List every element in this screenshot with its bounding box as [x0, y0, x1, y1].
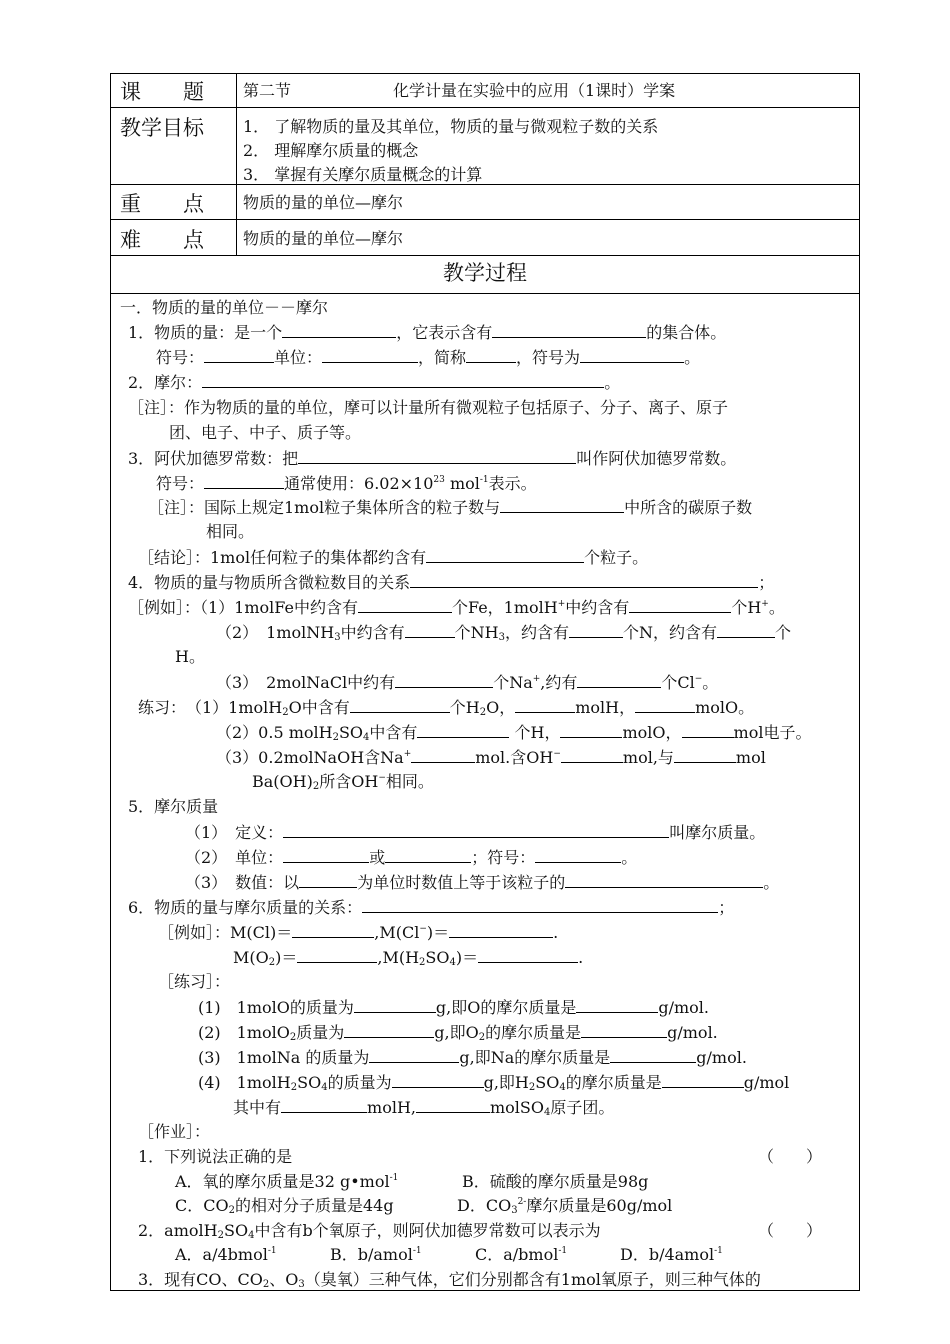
option-line: D．$CO_3^{2-}$摩尔质量是60g/mol — [457, 1196, 673, 1216]
blank[interactable] — [281, 1097, 367, 1113]
content-line: 团、电子、中子、质子等。 — [169, 423, 362, 442]
blank[interactable] — [369, 1047, 459, 1063]
content-line: 其中有 molH, molSO$_4$原子团。 — [233, 1098, 615, 1118]
blank[interactable] — [358, 597, 452, 613]
blank[interactable] — [466, 347, 516, 363]
option-line: A．氧的摩尔质量是32 g•mol$^{-1}$ — [175, 1172, 399, 1191]
content-line: 相同。 — [206, 522, 255, 541]
blank[interactable] — [515, 697, 575, 713]
blank[interactable] — [410, 572, 758, 588]
key-point-value: 物质的量的单位—摩尔 — [243, 193, 404, 212]
topic-label: 课 题 — [120, 80, 204, 104]
answer-bracket[interactable]: （ ） — [758, 1221, 823, 1240]
option-line: B．硫酸的摩尔质量是98g — [462, 1172, 649, 1191]
content-line: ［作业］： — [138, 1122, 211, 1141]
content-line: H。 — [175, 647, 205, 666]
blank[interactable] — [385, 847, 471, 863]
blank[interactable] — [344, 1022, 434, 1038]
question-3: 3．现有CO、$CO_2$、$O_3$（臭氧）三种气体，它们分别都含有1mol氧原子，则三种气体的 — [138, 1270, 761, 1290]
blank[interactable] — [299, 872, 357, 888]
content-line: 5．摩尔质量 — [128, 797, 219, 816]
content-line: （2） 1molNH$_3$中约含有 个$NH_3$，约含有 个N，约含有 个 — [216, 623, 792, 643]
blank[interactable] — [560, 722, 622, 738]
blank[interactable] — [395, 672, 493, 688]
blank[interactable] — [569, 622, 623, 638]
content-line: $M(O_2)= ,M(H_2SO_4)=$ . — [233, 948, 584, 968]
content-line: ［练习］： — [158, 972, 231, 991]
blank[interactable] — [535, 847, 621, 863]
blank[interactable] — [283, 822, 669, 838]
content-line: （2） 单位： 或 ；符号： 。 — [185, 848, 638, 867]
blank[interactable] — [662, 1072, 744, 1088]
goal-item: 3． 掌握有关摩尔质量概念的计算 — [243, 165, 483, 184]
blank[interactable] — [577, 672, 661, 688]
blank[interactable] — [204, 347, 274, 363]
blank[interactable] — [674, 747, 736, 763]
content-line: $Ba(OH)_2$所含OH−相同。 — [252, 772, 434, 792]
content-line: (2) 1molO$_2$质量为 g,即$O_2$的摩尔质量是 g/mol. — [198, 1023, 718, 1043]
content-line: （3）0.2molNaOH含Na+ mol.含OH− mol,与 mol — [216, 748, 766, 767]
blank[interactable] — [354, 997, 436, 1013]
content-line: 3．阿伏加德罗常数：把 叫作阿伏加德罗常数。 — [128, 449, 737, 468]
section-heading: 一．物质的量的单位－－摩尔 — [120, 298, 329, 317]
row-divider — [110, 184, 860, 185]
content-line: ［结论］：1mol任何粒子的集体都约含有 个粒子。 — [138, 548, 649, 567]
content-line: 练习： （1）1molH$_2$O中含有 个$H_2O$， molH， molO。 — [138, 698, 755, 718]
content-line: (1) 1molO的质量为 g,即O的摩尔质量是 g/mol. — [198, 998, 709, 1017]
goal-label: 教学目标 — [120, 116, 204, 140]
content-line: 符号： 单位： ，简称 ，符号为 。 — [156, 348, 701, 367]
blank[interactable] — [682, 722, 734, 738]
difficulty-value: 物质的量的单位—摩尔 — [243, 229, 404, 248]
content-line: （1） 定义： 叫摩尔质量。 — [185, 823, 766, 842]
option-line: C．$CO_2$的相对分子质量是44g — [175, 1196, 394, 1216]
blank[interactable] — [292, 922, 374, 938]
blank[interactable] — [350, 697, 450, 713]
row-divider — [110, 107, 860, 108]
blank[interactable] — [204, 473, 284, 489]
content-line: ［注］：国际上规定1mol粒子集体所含的粒子数与 中所含的碳原子数 — [148, 498, 753, 517]
blank[interactable] — [202, 372, 604, 388]
goal-item: 1． 了解物质的量及其单位，物质的量与微观粒子数的关系 — [243, 117, 659, 136]
content-line: (3) 1molNa 的质量为 g,即Na的摩尔质量是 g/mol. — [198, 1048, 747, 1067]
blank[interactable] — [610, 1047, 696, 1063]
blank[interactable] — [416, 1097, 490, 1113]
key-point-label: 重 点 — [120, 192, 204, 216]
blank[interactable] — [282, 322, 396, 338]
blank[interactable] — [478, 947, 578, 963]
blank[interactable] — [362, 897, 718, 913]
blank[interactable] — [561, 747, 623, 763]
content-line: ［例如］：（1）1molFe中约含有 个Fe，1molH+中约含有 个H+。 — [128, 598, 785, 617]
content-line: （2）0.5 $molH_2SO_4$中含有 个H， molO， mol电子。 — [216, 723, 812, 743]
blank[interactable] — [717, 622, 775, 638]
option-line: D．b/4amol$^{-1}$ — [620, 1245, 723, 1264]
blank[interactable] — [635, 697, 695, 713]
blank[interactable] — [500, 497, 624, 513]
goal-item: 2． 理解摩尔质量的概念 — [243, 141, 419, 160]
option-line: C．a/bmol$^{-1}$ — [475, 1245, 568, 1264]
topic-section: 第二节 — [243, 81, 292, 100]
question-1: 1．下列说法正确的是 — [138, 1147, 293, 1166]
blank[interactable] — [417, 722, 509, 738]
content-line: 6．物质的量与摩尔质量的关系： ； — [128, 898, 735, 917]
blank[interactable] — [581, 1022, 667, 1038]
blank[interactable] — [492, 322, 646, 338]
blank[interactable] — [580, 347, 684, 363]
blank[interactable] — [298, 448, 576, 464]
blank[interactable] — [449, 922, 553, 938]
content-line: ［例如］：M(Cl)＝ ,M(Cl−)＝ . — [158, 923, 559, 942]
question-2: 2．$amolH_2SO_4$中含有b个氧原子，则阿伏加德罗常数可以表示为 — [138, 1221, 601, 1241]
content-line: （3） 2molNaCl中约有 个Na+,约有 个Cl−。 — [216, 673, 719, 692]
blank[interactable] — [297, 947, 377, 963]
content-line: （3） 数值：以 为单位时数值上等于该粒子的 。 — [185, 873, 780, 892]
row-divider — [110, 293, 860, 294]
blank[interactable] — [411, 747, 475, 763]
content-line: 1．物质的量：是一个 ，它表示含有 的集合体。 — [128, 323, 727, 342]
blank[interactable] — [426, 547, 584, 563]
content-line: (4) $1molH_2SO_4$的质量为 g,即$H_2SO_4$的摩尔质量是 g/mol — [198, 1073, 790, 1093]
blank[interactable] — [283, 847, 369, 863]
difficulty-label: 难 点 — [120, 228, 204, 252]
topic-title: 化学计量在实验中的应用（1课时）学案 — [393, 81, 676, 100]
row-divider — [110, 255, 860, 256]
content-line: 2．摩尔： 。 — [128, 373, 621, 392]
row-divider — [110, 219, 860, 220]
blank[interactable] — [629, 597, 731, 613]
content-line: ［注］：作为物质的量的单位，摩可以计量所有微观粒子包括原子、分子、离子、原子 — [128, 398, 729, 417]
blank[interactable] — [392, 1072, 484, 1088]
blank[interactable] — [565, 872, 763, 888]
blank[interactable] — [576, 997, 658, 1013]
process-title: 教学过程 — [443, 261, 527, 285]
column-divider — [236, 73, 237, 255]
option-line: B．b/amol$^{-1}$ — [330, 1245, 422, 1264]
content-line: 4．物质的量与物质所含微粒数目的关系 ； — [128, 573, 775, 592]
blank[interactable] — [322, 347, 418, 363]
answer-bracket[interactable]: （ ） — [758, 1147, 823, 1166]
blank[interactable] — [405, 622, 455, 638]
option-line: A．a/4bmol$^{-1}$ — [175, 1245, 277, 1264]
content-line: 符号： 通常使用：$6.02\times 10^{23}$ mol$^{-1}$表示。 — [156, 474, 537, 493]
